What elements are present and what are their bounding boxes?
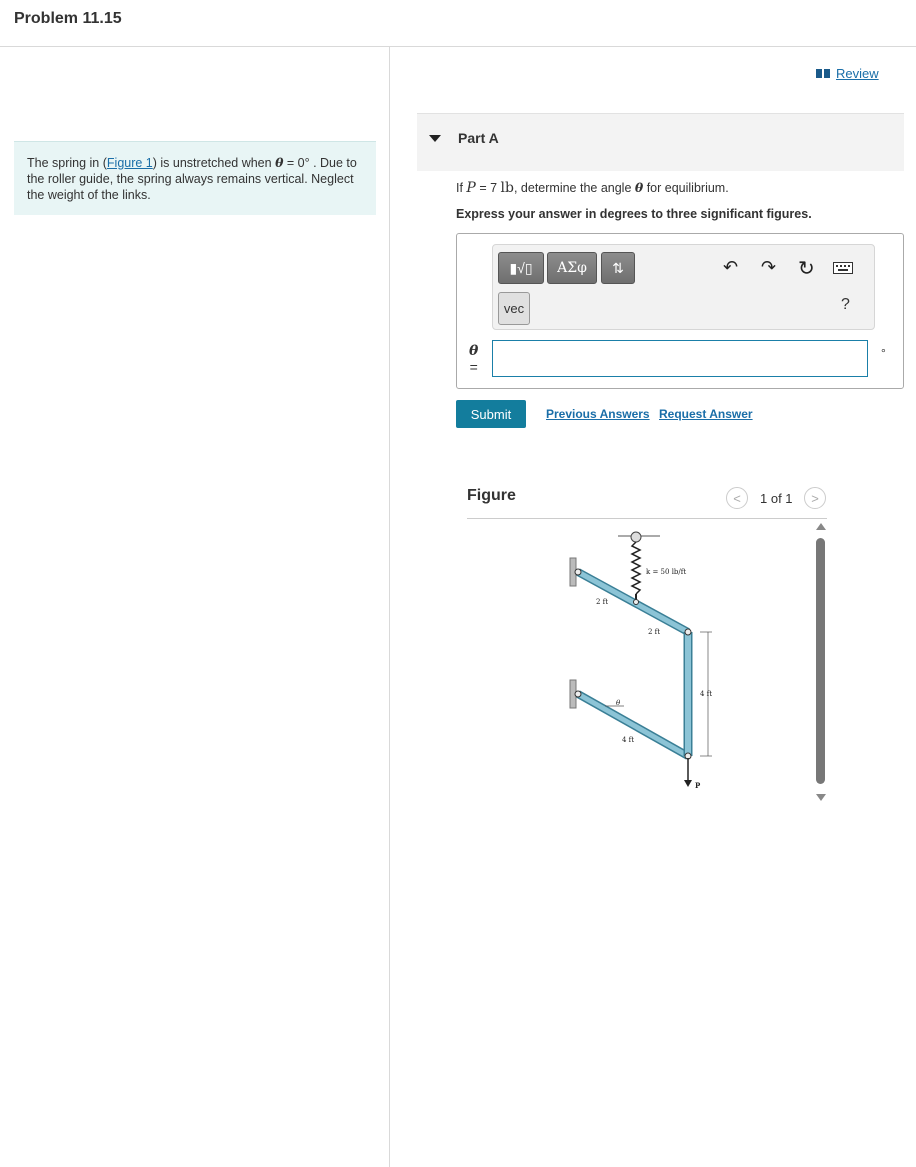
answer-panel <box>456 233 904 389</box>
spring-label: k = 50 lb/ft <box>646 568 687 576</box>
part-a-label: Part A <box>458 130 499 146</box>
length-label-d: 4 ft <box>622 736 635 744</box>
help-icon[interactable]: ? <box>841 296 850 313</box>
header-bar <box>0 0 916 47</box>
figure-divider <box>467 518 827 519</box>
upper-pin <box>575 569 581 575</box>
question-suffix: for equilibrium. <box>643 181 729 195</box>
spring <box>632 542 640 594</box>
question-theta: θ <box>634 180 644 195</box>
answer-instruction: Express your answer in degrees to three significant figures. <box>456 207 812 221</box>
mechanism-figure <box>560 528 720 798</box>
submit-button[interactable]: Submit <box>456 400 526 428</box>
scroll-up-arrow[interactable] <box>816 523 826 530</box>
question-text <box>456 180 729 196</box>
figure-prev-button[interactable]: < <box>726 487 748 509</box>
review-label: Review <box>836 66 879 81</box>
length-label-c: 4 ft <box>700 690 713 698</box>
problem-statement <box>14 141 376 215</box>
greek-button[interactable]: ΑΣφ <box>547 252 597 284</box>
collapse-triangle-icon[interactable] <box>429 135 441 142</box>
answer-equals: = <box>469 359 478 375</box>
roller-icon <box>631 532 641 542</box>
intro-text-1: The spring in ( <box>27 156 107 170</box>
undo-icon[interactable]: ↶ <box>723 257 739 277</box>
length-label-b: 2 ft <box>648 628 661 636</box>
figure-next-button[interactable]: > <box>804 487 826 509</box>
scroll-down-arrow[interactable] <box>816 794 826 801</box>
load-arrow-head <box>684 780 692 787</box>
redo-icon[interactable]: ↷ <box>761 257 777 277</box>
answer-unit: ° <box>881 346 886 360</box>
p-symbol: P <box>466 180 476 196</box>
figure-scrollbar[interactable] <box>816 538 825 784</box>
theta-label: θ <box>616 699 621 707</box>
answer-theta: θ <box>469 343 479 359</box>
answer-input[interactable] <box>492 340 868 377</box>
question-middle: , determine the angle <box>513 181 635 195</box>
previous-answers-link[interactable]: Previous Answers <box>546 407 650 421</box>
vec-button[interactable]: vec <box>498 292 530 325</box>
request-answer-link[interactable]: Request Answer <box>659 407 753 421</box>
length-label-a: 2 ft <box>596 598 609 606</box>
figure-link[interactable]: Figure 1 <box>106 156 153 170</box>
keyboard-icon[interactable] <box>833 262 853 274</box>
figure-pager: 1 of 1 <box>760 491 793 506</box>
part-a-header[interactable] <box>417 113 904 171</box>
spring-pin <box>634 600 639 605</box>
intro-text-3: = 0° . Due to the roller guide, the spring always remains vertical. Neglect the weight of the links. <box>27 156 357 202</box>
arrows-button[interactable]: ⇅ <box>601 252 635 284</box>
upper-right-pin <box>685 629 691 635</box>
figure-title: Figure <box>467 487 516 504</box>
intro-text-2: ) is unstretched when <box>152 156 276 170</box>
load-label: P <box>695 781 701 790</box>
reset-icon[interactable]: ↻ <box>798 258 815 280</box>
book-icon <box>816 69 830 78</box>
lower-link-fill <box>578 694 688 756</box>
math-toolbar <box>492 244 875 330</box>
p-value: = 7 <box>475 181 501 195</box>
p-unit: lb <box>500 180 514 196</box>
page-title: Problem 11.15 <box>14 10 122 27</box>
lower-pin <box>575 691 581 697</box>
theta-symbol: θ <box>275 155 284 170</box>
template-button[interactable]: ▮√▯ <box>498 252 544 284</box>
question-prefix: If <box>456 181 467 195</box>
review-link[interactable] <box>816 66 879 81</box>
column-divider <box>389 46 390 1167</box>
answer-variable <box>469 342 478 375</box>
